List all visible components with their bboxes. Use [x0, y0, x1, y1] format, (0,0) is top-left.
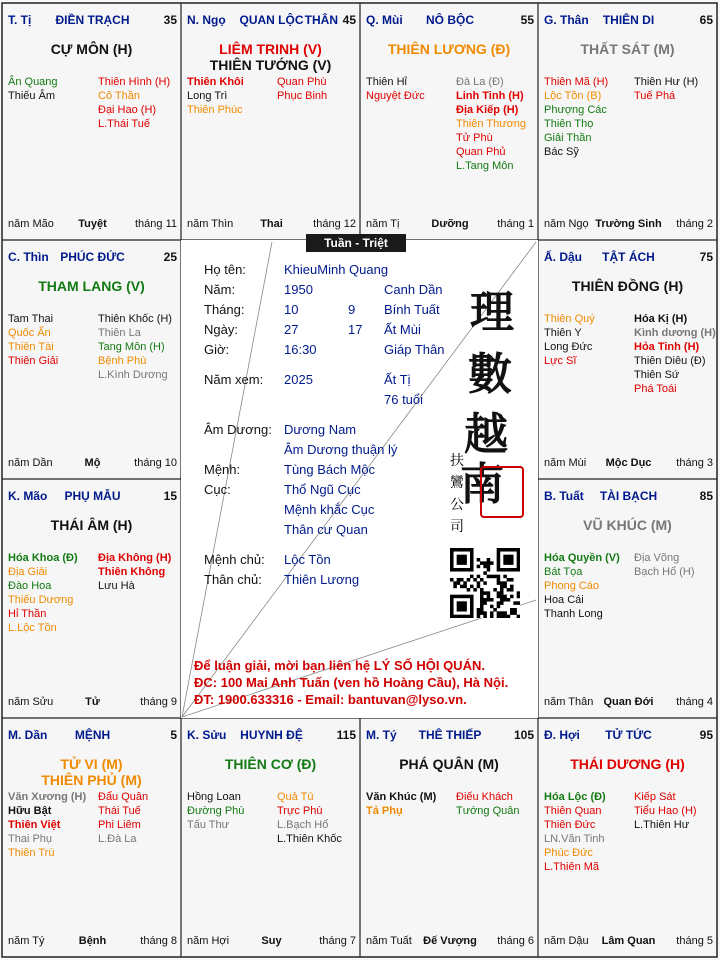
main-star: TỬ VI (M) [60, 756, 123, 772]
trang-sinh-stage: Tử [85, 696, 100, 708]
palace-than[interactable] [538, 3, 717, 240]
palace-age: 25 [163, 250, 177, 264]
palace-name: ĐIỀN TRẠCH [55, 13, 130, 27]
month-lunar: 9 [348, 302, 356, 317]
palace-name: QUAN LỘC [239, 13, 304, 27]
palace-age: 55 [520, 13, 534, 27]
palace-year: năm Dậu [544, 935, 589, 947]
year-value: 1950 [284, 282, 313, 297]
minor-star: Thiên Tài [8, 341, 54, 353]
minor-star: Hỏa Tinh (H) [634, 341, 700, 353]
contact-line-1: Để luận giải, mời bạn liên hệ LÝ SỐ HỘI QUÁN. [194, 658, 485, 673]
palace-year: năm Tị [366, 218, 400, 230]
main-star: VŨ KHÚC (M) [583, 517, 672, 533]
palace-year: năm Tý [8, 935, 45, 947]
main-star: THÁI ÂM (H) [50, 517, 133, 533]
palace-position: G. Thân [544, 13, 589, 27]
palace-month: tháng 5 [676, 935, 713, 947]
minor-star: Tả Phụ [366, 805, 403, 817]
minor-star: Thiếu Dương [8, 594, 74, 606]
palace-footer [187, 218, 356, 232]
palace-year: năm Tuất [366, 935, 412, 947]
palace-name: THIÊN DI [602, 13, 655, 27]
minor-star: Thiên Khốc (H) [98, 313, 172, 325]
palace-month: tháng 11 [134, 218, 177, 230]
palace-ngo[interactable] [181, 3, 360, 240]
palace-month: tháng 8 [140, 935, 177, 947]
palace-name: MỆNH [74, 728, 111, 742]
palace-name: TÀI BẠCH [599, 489, 658, 503]
trang-sinh-stage: Mộ [84, 457, 101, 469]
main-star: CỰ MÔN (H) [50, 41, 133, 57]
calligraphy-char-4: 南 [460, 459, 504, 510]
minor-star: L.Thiên Khốc [277, 833, 342, 845]
main-star: THẤT SÁT (M) [580, 41, 675, 57]
tuan-triet-badge: Tuần - Triệt [306, 234, 406, 252]
minor-star: Đà La (Đ) [456, 76, 504, 88]
minor-star: Lực Sĩ [544, 355, 577, 367]
main-stars [2, 756, 181, 788]
amduong-note: Âm Dương thuận lý [284, 442, 398, 457]
minor-stars-left [544, 551, 620, 621]
year-label: Năm: [204, 282, 236, 297]
palace-footer [8, 935, 177, 949]
palace-footer [187, 935, 356, 949]
cuc-value: Thổ Ngũ Cục [284, 482, 361, 497]
minor-star: Thiên Diêu (Đ) [634, 355, 706, 367]
minor-star: Địa Võng [634, 552, 680, 564]
minor-stars-left [8, 75, 58, 103]
minor-stars-right [98, 312, 172, 382]
palace-position: T. Tị [8, 13, 32, 27]
palace-tuat[interactable] [538, 479, 717, 718]
minor-star: Phượng Các [544, 104, 607, 116]
day-lunar: 17 [348, 322, 363, 337]
minor-stars-right [634, 312, 716, 396]
minor-star: Địa Giải [8, 566, 48, 578]
palace-name: TẬT ÁCH [602, 250, 655, 264]
than-marker: THÂN [304, 13, 338, 27]
palace-month: tháng 9 [140, 696, 177, 708]
month-value: 10 [284, 302, 299, 317]
minor-stars-right [98, 75, 170, 131]
minor-star: Long Trì [187, 90, 228, 102]
minor-star: L.Bạch Hổ [277, 819, 329, 831]
palace-header [8, 489, 177, 505]
minor-stars-right [634, 551, 695, 579]
minor-star: Thiên Không [98, 566, 166, 578]
main-star: THIÊN ĐỒNG (H) [571, 278, 684, 294]
minor-stars-right [456, 75, 526, 173]
palace-header [544, 489, 713, 505]
minor-star: Trực Phù [277, 805, 323, 817]
trang-sinh-stage: Mộc Dục [605, 457, 652, 469]
palace-header [366, 728, 534, 744]
minor-star: Kiếp Sát [634, 791, 676, 803]
trang-sinh-stage: Lâm Quan [601, 935, 656, 947]
side-char-2: 鸞 [450, 475, 464, 491]
palace-dau[interactable] [538, 240, 717, 479]
minor-star: Bệnh Phù [98, 355, 147, 367]
palace-position: M. Tý [366, 728, 397, 742]
minor-star: Địa Không (H) [98, 552, 172, 564]
minor-star: Bác Sỹ [544, 146, 579, 158]
palace-month: tháng 12 [313, 218, 356, 230]
minor-star: Tướng Quân [456, 805, 520, 817]
minor-star: Phong Cáo [544, 580, 600, 592]
minor-stars-left [544, 75, 608, 159]
hour-value: 16:30 [284, 342, 317, 357]
main-star: THIÊN LƯƠNG (Đ) [387, 41, 511, 57]
main-stars [538, 756, 717, 772]
contact-address: ĐC: 100 Mai Anh Tuấn (ven hồ Hoàng Cầu), Hà Nội. [194, 675, 509, 690]
palace-position: Đ. Hợi [544, 728, 580, 742]
minor-star: Thiên Trù [8, 847, 55, 859]
minor-star: Thiên Hư (H) [634, 76, 699, 88]
minor-star: Thiên Thọ [544, 118, 594, 130]
side-char-1: 扶 [450, 453, 464, 469]
side-char-4: 司 [450, 519, 464, 535]
menh-label: Mệnh: [204, 462, 241, 477]
name-value: KhieuMinh Quang [284, 262, 389, 277]
minor-star: Tam Thai [8, 313, 54, 325]
seal-stamp [480, 466, 524, 518]
minor-star: Thiên Quan [544, 805, 602, 817]
palace-footer [8, 696, 177, 710]
minor-star: Hồng Loan [187, 791, 241, 803]
minor-star: Đào Hoa [8, 580, 52, 592]
minor-star: Phi Liêm [98, 819, 141, 831]
palace-header [8, 728, 177, 744]
minor-star: Phá Toái [634, 383, 677, 395]
minor-stars-right [98, 790, 148, 846]
trang-sinh-stage: Suy [261, 935, 282, 947]
minor-star: L.Đà La [98, 833, 137, 845]
minor-star: Hóa Kị (H) [634, 313, 688, 325]
view-year-can: Ất Tị [384, 372, 411, 387]
minor-star: Hỉ Thần [8, 608, 47, 620]
palace-month: tháng 6 [497, 935, 534, 947]
side-char-3: 公 [450, 497, 464, 513]
palace-header [8, 250, 177, 266]
calligraphy-char-1: 理 [470, 287, 514, 338]
minor-star: Phục Binh [277, 90, 328, 102]
minor-stars-right [634, 790, 697, 832]
than-chu-label: Thân chủ: [204, 572, 262, 587]
center-info-panel [182, 240, 538, 718]
palace-age: 45 [342, 13, 356, 27]
view-year-label: Năm xem: [204, 372, 264, 387]
contact-phone-email: ĐT: 1900.633316 - Email: bantuvan@lyso.vn. [194, 692, 467, 707]
minor-star: Thiên Khôi [187, 76, 244, 88]
palace-year: năm Ngọ [544, 218, 589, 230]
palace-age: 5 [170, 728, 177, 742]
palace-year: năm Hợi [187, 935, 230, 947]
minor-star: Lưu Hà [98, 580, 135, 592]
minor-star: Linh Tinh (H) [456, 90, 524, 102]
palace-thin[interactable] [2, 240, 181, 479]
minor-star: L.Thái Tuế [98, 118, 150, 130]
trang-sinh-stage: Đế Vượng [423, 935, 477, 947]
minor-star: Hóa Quyền (V) [544, 552, 620, 564]
minor-star: Quốc Ấn [8, 327, 51, 339]
palace-position: N. Ngọ [187, 13, 226, 27]
minor-star: Thiên Thương [456, 118, 527, 130]
palace-position: Q. Mùi [366, 13, 403, 27]
minor-star: Địa Kiếp (H) [456, 104, 519, 116]
minor-stars-right [98, 551, 171, 593]
minor-star: Bát Tọa [544, 566, 583, 578]
view-year-value: 2025 [284, 372, 313, 387]
main-stars [538, 517, 717, 533]
palace-age: 105 [513, 728, 534, 742]
palace-header [8, 13, 177, 29]
minor-stars-left [366, 75, 425, 103]
calligraphy-char-2: 數 [468, 349, 512, 400]
minor-stars-right [456, 790, 520, 818]
minor-star: Văn Xương (H) [8, 791, 87, 803]
palace-year: năm Sửu [8, 696, 54, 708]
palace-year: năm Mão [8, 218, 54, 230]
main-stars [181, 756, 360, 772]
palace-ty[interactable] [360, 718, 538, 957]
minor-star: Thiên Đức [544, 819, 596, 831]
qr-code[interactable] [450, 548, 520, 618]
trang-sinh-stage: Quan Đới [603, 696, 654, 708]
minor-star: Văn Khúc (M) [366, 791, 437, 803]
minor-star: Ân Quang [8, 76, 58, 88]
palace-suu[interactable] [181, 718, 360, 957]
hour-can: Giáp Thân [384, 342, 445, 357]
minor-star: L.Thiên Mã [544, 861, 600, 873]
palace-month: tháng 7 [319, 935, 356, 947]
palace-header [366, 13, 534, 29]
minor-star: Tử Phù [456, 132, 493, 144]
palace-month: tháng 2 [676, 218, 713, 230]
minor-star: L.Thiên Hư [634, 819, 690, 831]
minor-stars-left [187, 75, 244, 117]
palace-footer [366, 935, 534, 949]
cuc-note: Mệnh khắc Cục [284, 502, 375, 517]
minor-star: Thiên Sứ [634, 369, 680, 381]
minor-star: Thanh Long [544, 608, 603, 620]
minor-star: Nguyệt Đức [366, 90, 425, 102]
minor-star: Thiên Y [544, 327, 582, 339]
minor-stars-left [366, 790, 436, 818]
minor-star: Thiên Giải [8, 355, 59, 367]
minor-stars-left [8, 551, 78, 635]
main-stars [538, 41, 717, 57]
main-star: THÁI DƯƠNG (H) [570, 756, 685, 772]
minor-star: Thiên Việt [8, 819, 61, 831]
palace-age: 15 [163, 489, 177, 503]
minor-stars-left [8, 312, 58, 368]
main-stars [181, 41, 360, 73]
palace-header [544, 250, 713, 266]
palace-age: 115 [336, 728, 356, 742]
trang-sinh-stage: Tuyệt [78, 218, 107, 230]
main-stars [2, 41, 181, 57]
palace-name: THÊ THIẾP [418, 728, 482, 742]
main-star: THIÊN TƯỚNG (V) [209, 57, 332, 73]
minor-star: Tuế Phá [634, 90, 676, 102]
minor-star: Thiếu Âm [8, 90, 56, 102]
palace-footer [544, 935, 713, 949]
main-star: LIÊM TRINH (V) [219, 41, 322, 57]
minor-star: Thiên Hình (H) [98, 76, 171, 88]
minor-star: Quan Phủ [456, 146, 506, 158]
palace-year: năm Thân [544, 696, 594, 708]
minor-star: Tiểu Hao (H) [634, 805, 697, 817]
minor-star: Quả Tú [277, 791, 314, 803]
age-value: 76 tuổi [384, 392, 424, 407]
minor-stars-left [544, 312, 595, 368]
trang-sinh-stage: Bệnh [78, 935, 107, 947]
minor-stars-right [277, 790, 342, 846]
palace-header [187, 728, 356, 744]
palace-month: tháng 4 [676, 696, 713, 708]
palace-footer [8, 218, 177, 232]
than-chu-value: Thiên Lương [284, 572, 360, 587]
palace-age: 35 [163, 13, 177, 27]
day-can: Ất Mùi [384, 322, 421, 337]
palace-name: NÔ BỘC [426, 13, 474, 27]
palace-footer [544, 457, 713, 471]
minor-stars-right [634, 75, 698, 103]
minor-star: Phúc Đức [544, 847, 593, 859]
palace-position: C. Thìn [8, 250, 49, 264]
palace-header [544, 728, 713, 744]
main-star: PHÁ QUÂN (M) [399, 756, 499, 772]
cuc-label: Cục: [204, 482, 231, 497]
month-label: Tháng: [204, 302, 245, 317]
minor-star: L.Lộc Tồn [8, 622, 57, 634]
minor-star: Thái Tuế [98, 805, 141, 817]
month-can: Bính Tuất [384, 302, 440, 317]
palace-age: 65 [699, 13, 713, 27]
palace-age: 85 [699, 489, 713, 503]
palace-year: năm Thìn [187, 218, 234, 230]
palace-hoi[interactable] [538, 718, 717, 957]
minor-star: L.Kình Dương [98, 369, 168, 381]
palace-header [544, 13, 713, 29]
palace-footer [544, 696, 713, 710]
palace-position: B. Tuất [544, 489, 584, 503]
minor-star: Đường Phù [187, 805, 245, 817]
palace-name: PHÚC ĐỨC [60, 250, 125, 264]
palace-year: năm Mùi [544, 457, 587, 469]
minor-star: Đẩu Quân [98, 791, 149, 803]
palace-name: HUYNH ĐỆ [240, 728, 303, 742]
minor-star: Thiên Quý [544, 313, 595, 325]
main-stars [2, 517, 181, 533]
palace-position: Ấ. Dậu [544, 250, 583, 264]
minor-star: Hoa Cái [544, 594, 584, 606]
minor-star: Hữu Bật [8, 805, 52, 817]
menh-chu-label: Mệnh chủ: [204, 552, 265, 567]
main-star: THAM LANG (V) [38, 278, 145, 294]
trang-sinh-stage: Thai [260, 218, 283, 230]
main-star: THIÊN CƠ (Đ) [224, 756, 317, 772]
minor-star: Cô Thần [98, 90, 140, 102]
minor-star: Thai Phụ [8, 833, 53, 845]
minor-star: Hóa Khoa (Đ) [8, 552, 78, 564]
minor-star: Thiên La [98, 327, 141, 339]
minor-star: Long Đức [544, 341, 593, 353]
minor-star: Đại Hao (H) [98, 104, 157, 116]
minor-star: Thiên Hỉ [366, 76, 407, 88]
day-value: 27 [284, 322, 299, 337]
minor-stars-left [187, 790, 244, 832]
palace-position: K. Mão [8, 489, 48, 503]
calligraphy-char-3: 越 [464, 409, 508, 460]
minor-star: L.Tang Môn [456, 160, 514, 172]
minor-stars-left [544, 790, 606, 874]
palace-age: 95 [699, 728, 713, 742]
palace-mui[interactable] [360, 3, 538, 240]
palace-header [187, 13, 356, 29]
minor-star: Bạch Hổ (H) [634, 566, 695, 578]
main-stars [360, 41, 538, 57]
palace-name: PHỤ MẪU [64, 489, 121, 503]
minor-star: Thiên Phúc [187, 104, 243, 116]
minor-star: Hóa Lộc (Đ) [544, 791, 606, 803]
palace-position: M. Dần [8, 728, 48, 742]
minor-star: Kình dương (H) [634, 327, 716, 339]
than-cu: Thân cư Quan [284, 522, 368, 537]
minor-star: Tấu Thư [187, 819, 230, 831]
palace-footer [544, 218, 713, 232]
main-stars [360, 756, 538, 772]
trang-sinh-stage: Dưỡng [431, 218, 469, 230]
main-stars [538, 278, 717, 294]
minor-stars-right [277, 75, 327, 103]
palace-month: tháng 10 [134, 457, 177, 469]
main-star: THIÊN PHỦ (M) [41, 772, 142, 788]
palace-age: 75 [699, 250, 713, 264]
palace-year: năm Dần [8, 457, 53, 469]
minor-stars-left [8, 790, 86, 860]
palace-mao[interactable] [2, 479, 181, 718]
minor-star: Quan Phù [277, 76, 327, 88]
amduong-value: Dương Nam [284, 422, 357, 437]
amduong-label: Âm Dương: [204, 422, 272, 437]
menh-value: Tùng Bách Mộc [284, 462, 376, 477]
menh-chu-value: Lộc Tồn [284, 552, 331, 567]
trang-sinh-stage: Trường Sinh [595, 218, 662, 230]
palace-ti[interactable] [2, 3, 181, 240]
palace-name: TỬ TỨC [605, 728, 652, 742]
palace-month: tháng 3 [676, 457, 713, 469]
day-label: Ngày: [204, 322, 238, 337]
palace-footer [366, 218, 534, 232]
palace-dan[interactable] [2, 718, 181, 957]
minor-star: Điếu Khách [456, 791, 513, 803]
minor-star: Thiên Mã (H) [544, 76, 609, 88]
year-can: Canh Dần [384, 282, 443, 297]
palace-footer [8, 457, 177, 471]
minor-star: Tang Môn (H) [98, 341, 165, 353]
minor-star: Lộc Tồn (B) [544, 90, 602, 102]
hour-label: Giờ: [204, 342, 230, 357]
name-label: Họ tên: [204, 262, 246, 277]
main-stars [2, 278, 181, 294]
minor-star: Giải Thần [544, 132, 592, 144]
palace-position: K. Sửu [187, 728, 227, 742]
palace-month: tháng 1 [497, 218, 534, 230]
minor-star: LN.Văn Tinh [544, 833, 605, 845]
